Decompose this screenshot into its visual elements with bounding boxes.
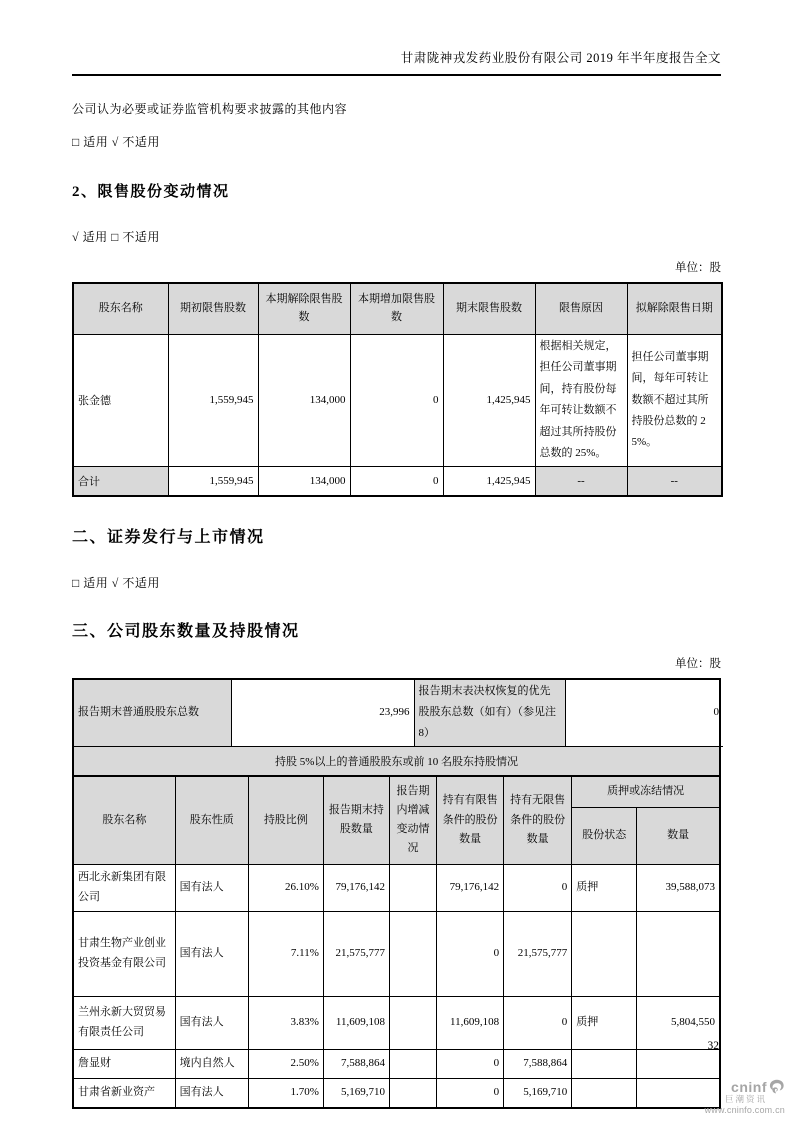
section-shareholders-title: 三、公司股东数量及持股情况	[72, 622, 300, 640]
cninfo-brand-row	[675, 1078, 785, 1095]
cell-total-label: 合计	[73, 466, 168, 496]
cell-ending-restricted: 1,425,945	[443, 335, 535, 467]
section-issuance-title: 二、证券发行与上市情况	[72, 528, 265, 546]
holder-restricted: 0	[437, 911, 504, 996]
holder-change	[389, 996, 436, 1049]
top-holders-subtable	[74, 776, 719, 1107]
holder-shares: 11,609,108	[323, 996, 389, 1049]
holder-restricted: 0	[437, 1049, 504, 1078]
cell-released: 134,000	[258, 335, 350, 467]
cell-total-initial: 1,559,945	[168, 466, 258, 496]
holder-restricted: 0	[437, 1078, 504, 1107]
top-holders-header-row-1	[74, 776, 719, 807]
holder-unrestricted: 5,169,710	[504, 1078, 572, 1107]
holder-ratio: 7.11%	[248, 911, 323, 996]
holder-name: 兰州永新大贸贸易有限责任公司	[74, 996, 175, 1049]
restricted-table-row	[73, 335, 722, 467]
holder-pledge-status: 质押	[572, 864, 637, 911]
holder-name: 甘肃生物产业创业投资基金有限公司	[74, 911, 175, 996]
header-pledge-group: 质押或冻结情况	[572, 776, 719, 807]
header-holder-nature: 股东性质	[175, 776, 248, 864]
header-cell-shareholder-name: 股东名称	[73, 283, 168, 335]
header-shares-end: 报告期末持股数量	[323, 776, 389, 864]
applicability-line-intro: □ 适用 √ 不适用	[72, 135, 160, 149]
cell-total-reason: --	[535, 466, 627, 496]
holder-pledge-qty	[637, 1049, 719, 1078]
header-cell-reason: 限售原因	[535, 283, 627, 335]
header-holder-name: 股东名称	[74, 776, 175, 864]
holder-pledge-status	[572, 1078, 637, 1107]
applicability-line-issuance: □ 适用 √ 不适用	[72, 575, 160, 590]
holder-nature: 国有法人	[175, 1078, 248, 1107]
holder-nature: 国有法人	[175, 996, 248, 1049]
page-number: 32	[707, 1040, 719, 1052]
holder-name: 西北永新集团有限公司	[74, 864, 175, 911]
header-unrestricted-shares: 持有无限售条件的股份数量	[504, 776, 572, 864]
holder-shares: 7,588,864	[323, 1049, 389, 1078]
unit-label-restricted: 单位：股	[675, 262, 721, 274]
cninfo-chinese-name: 巨潮资讯	[724, 1094, 767, 1105]
holder-row	[74, 996, 719, 1049]
header-holder-ratio: 持股比例	[248, 776, 323, 864]
top-holders-band	[74, 747, 719, 776]
unit-label-shareholders: 单位：股	[675, 657, 721, 670]
header-change: 报告期内增减变动情况	[389, 776, 436, 864]
header-cell-initial-restricted: 期初限售股数	[168, 283, 258, 335]
cell-shareholder-name: 张金德	[73, 335, 168, 467]
cninfo-logo	[675, 1078, 785, 1115]
holder-pledge-status	[572, 1049, 637, 1078]
restricted-shares-table	[72, 282, 723, 497]
holder-unrestricted: 0	[504, 864, 572, 911]
cell-total-release-date: --	[627, 466, 722, 496]
holder-pledge-status: 质押	[572, 996, 637, 1049]
cell-reason: 根据相关规定，担任公司董事期间，持有股份每年可转让数额不超过其所持股份总数的 25%。	[535, 335, 627, 467]
holder-nature: 境内自然人	[175, 1049, 248, 1078]
holder-pledge-qty: 39,588,073	[637, 864, 719, 911]
cell-initial-restricted: 1,559,945	[168, 335, 258, 467]
cninfo-brand-text: cninf	[731, 1079, 767, 1095]
holder-nature: 国有法人	[175, 911, 248, 996]
shareholders-table	[72, 678, 721, 1109]
shareholder-count-subtable	[74, 680, 723, 747]
header-cell-released: 本期解除限售股数	[258, 283, 350, 335]
common-shareholders-value: 23,996	[231, 680, 414, 747]
cell-release-date: 担任公司董事期间，每年可转让数额不超过其所持股份总数的 25%。	[627, 335, 722, 467]
common-shareholders-label: 报告期末普通股股东总数	[74, 680, 231, 747]
header-cell-ending-restricted: 期末限售股数	[443, 283, 535, 335]
holder-change	[389, 864, 436, 911]
cell-total-released: 134,000	[258, 466, 350, 496]
holder-shares: 79,176,142	[323, 864, 389, 911]
holder-name: 甘肃省新业资产	[74, 1078, 175, 1107]
holder-name: 詹显财	[74, 1049, 175, 1078]
page-header	[72, 0, 721, 76]
applicability-line-restricted: √ 适用 □ 不适用	[72, 230, 160, 244]
cell-increased: 0	[350, 335, 443, 467]
holder-pledge-qty	[637, 911, 719, 996]
holder-ratio: 1.70%	[248, 1078, 323, 1107]
holder-ratio: 3.83%	[248, 996, 323, 1049]
header-pledge-status: 股份状态	[572, 807, 637, 864]
holder-nature: 国有法人	[175, 864, 248, 911]
holder-row	[74, 864, 719, 911]
holder-restricted: 79,176,142	[437, 864, 504, 911]
holder-change	[389, 911, 436, 996]
holder-shares: 21,575,777	[323, 911, 389, 996]
cell-total-ending: 1,425,945	[443, 466, 535, 496]
holder-unrestricted: 0	[504, 996, 572, 1049]
header-restricted-shares: 持有有限售条件的股份数量	[437, 776, 504, 864]
header-cell-increased: 本期增加限售股数	[350, 283, 443, 335]
restricted-table-header-row	[73, 283, 722, 335]
holder-unrestricted: 21,575,777	[504, 911, 572, 996]
restricted-table-total-row	[73, 466, 722, 496]
cninfo-swirl-icon	[768, 1078, 785, 1095]
document-title: 甘肃陇神戎发药业股份有限公司 2019 年半年度报告全文	[400, 51, 721, 65]
other-disclosure-text: 公司认为必要或证券监管机构要求披露的其他内容	[72, 102, 348, 116]
holder-row	[74, 1078, 719, 1107]
preferred-shareholders-value: 0	[565, 680, 723, 747]
holder-row	[74, 911, 719, 996]
holder-ratio: 26.10%	[248, 864, 323, 911]
page-content	[72, 0, 721, 1109]
header-pledge-qty: 数量	[637, 807, 719, 864]
cninfo-url: www.cninfo.com.cn	[704, 1104, 785, 1115]
holder-pledge-qty: 5,804,550	[637, 996, 719, 1049]
holder-row	[74, 1049, 719, 1078]
section-restricted-shares-title: 2、限售股份变动情况	[72, 184, 230, 200]
cell-total-increased: 0	[350, 466, 443, 496]
top-holders-band-title: 持股 5%以上的普通股股东或前 10 名股东持股情况	[74, 747, 719, 776]
holder-ratio: 2.50%	[248, 1049, 323, 1078]
preferred-shareholders-label: 报告期末表决权恢复的优先股股东总数（如有）（参见注8）	[414, 680, 565, 747]
holder-change	[389, 1078, 436, 1107]
shareholder-count-row	[74, 680, 723, 747]
holder-change	[389, 1049, 436, 1078]
holder-shares: 5,169,710	[323, 1078, 389, 1107]
holder-pledge-status	[572, 911, 637, 996]
holder-restricted: 11,609,108	[437, 996, 504, 1049]
header-cell-release-date: 拟解除限售日期	[627, 283, 722, 335]
holder-unrestricted: 7,588,864	[504, 1049, 572, 1078]
